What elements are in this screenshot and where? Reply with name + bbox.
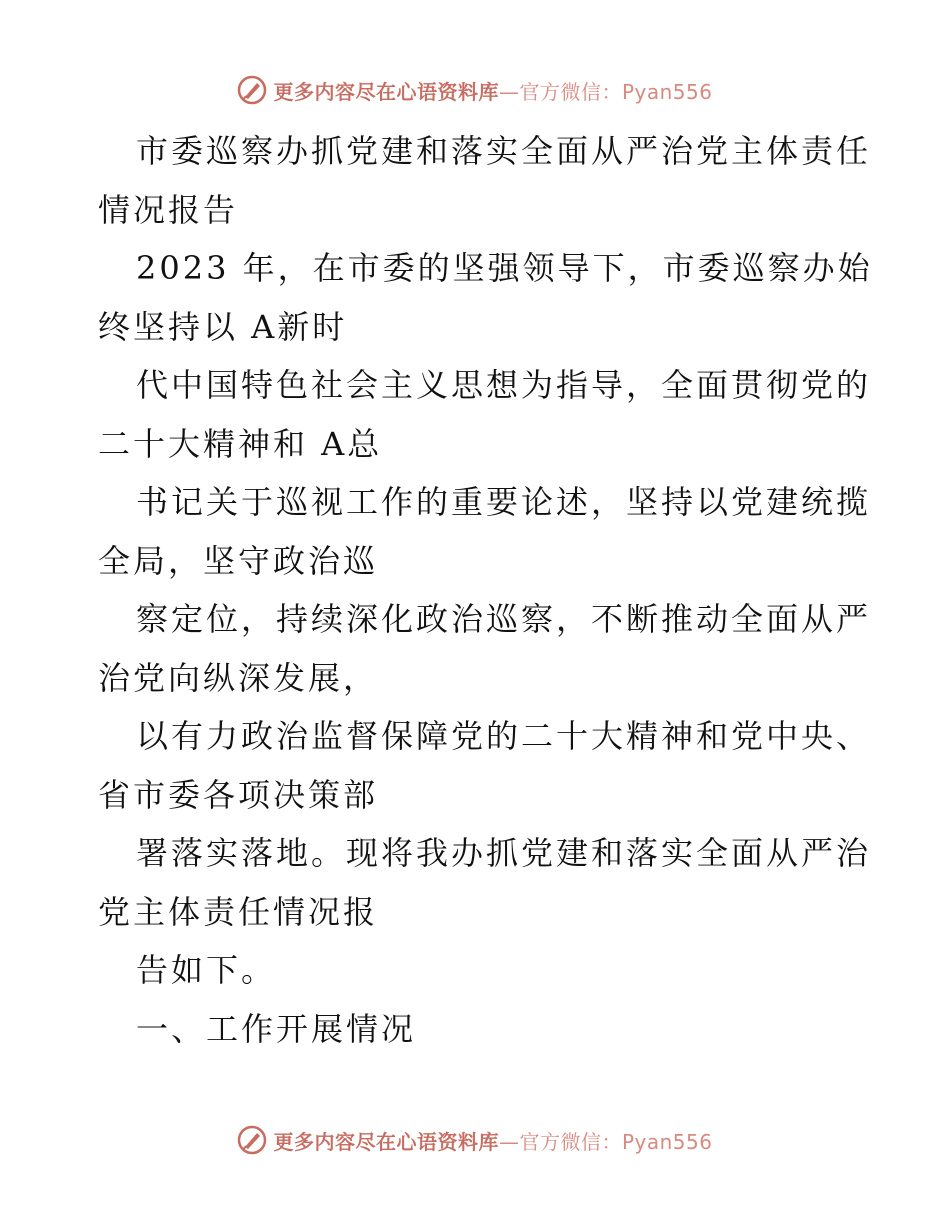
- paragraph-line: 省市委各项决策部: [98, 775, 379, 814]
- paragraph-line: 察定位，持续深化政治巡察，不断推动全面从严: [136, 600, 872, 638]
- paragraph-line: 治党向纵深发展，: [98, 658, 379, 697]
- title-line-2: 情况报告: [98, 190, 239, 229]
- paragraph-line: 代中国特色社会主义思想为指导，全面贯彻党的: [136, 366, 872, 404]
- document-body: [98, 122, 873, 1058]
- title-line-1: 市委巡察办抓党建和落实全面从严治党主体责任: [136, 132, 872, 170]
- header-watermark-banner: [0, 70, 950, 110]
- header-watermark-text: [273, 76, 712, 105]
- footer-separator: —: [498, 1129, 520, 1154]
- footer-watermark-banner: [0, 1120, 950, 1160]
- paragraph-line: 2023 年，在市委的坚强领导下，市委巡察办始: [136, 249, 873, 287]
- footer-watermark-text: [273, 1126, 712, 1155]
- footer-contact: 官方微信：Pyan556: [519, 1129, 713, 1154]
- paragraph-line: 全局，坚守政治巡: [98, 541, 379, 580]
- paragraph-line: 书记关于巡视工作的重要论述，坚持以党建统揽: [136, 483, 872, 521]
- quill-pen-logo-icon: [237, 1125, 267, 1155]
- paragraph-line: 以有力政治监督保障党的二十大精神和党中央、: [136, 717, 872, 755]
- paragraph-line: 署落实落地。现将我办抓党建和落实全面从严治: [136, 834, 872, 872]
- paragraph-line: 终坚持以 A新时: [98, 307, 348, 346]
- paragraph-line: 告如下。: [136, 951, 277, 989]
- header-contact: 官方微信：Pyan556: [519, 79, 713, 104]
- footer-brand: 更多内容尽在心语资料库: [273, 1129, 499, 1154]
- header-brand: 更多内容尽在心语资料库: [273, 79, 499, 104]
- paragraph-line: 党主体责任情况报: [98, 892, 379, 931]
- header-separator: —: [498, 79, 520, 104]
- paragraph-line: 二十大精神和 A总: [98, 424, 383, 463]
- quill-pen-logo-icon: [237, 75, 267, 105]
- section-heading: 一、工作开展情况: [136, 1009, 417, 1048]
